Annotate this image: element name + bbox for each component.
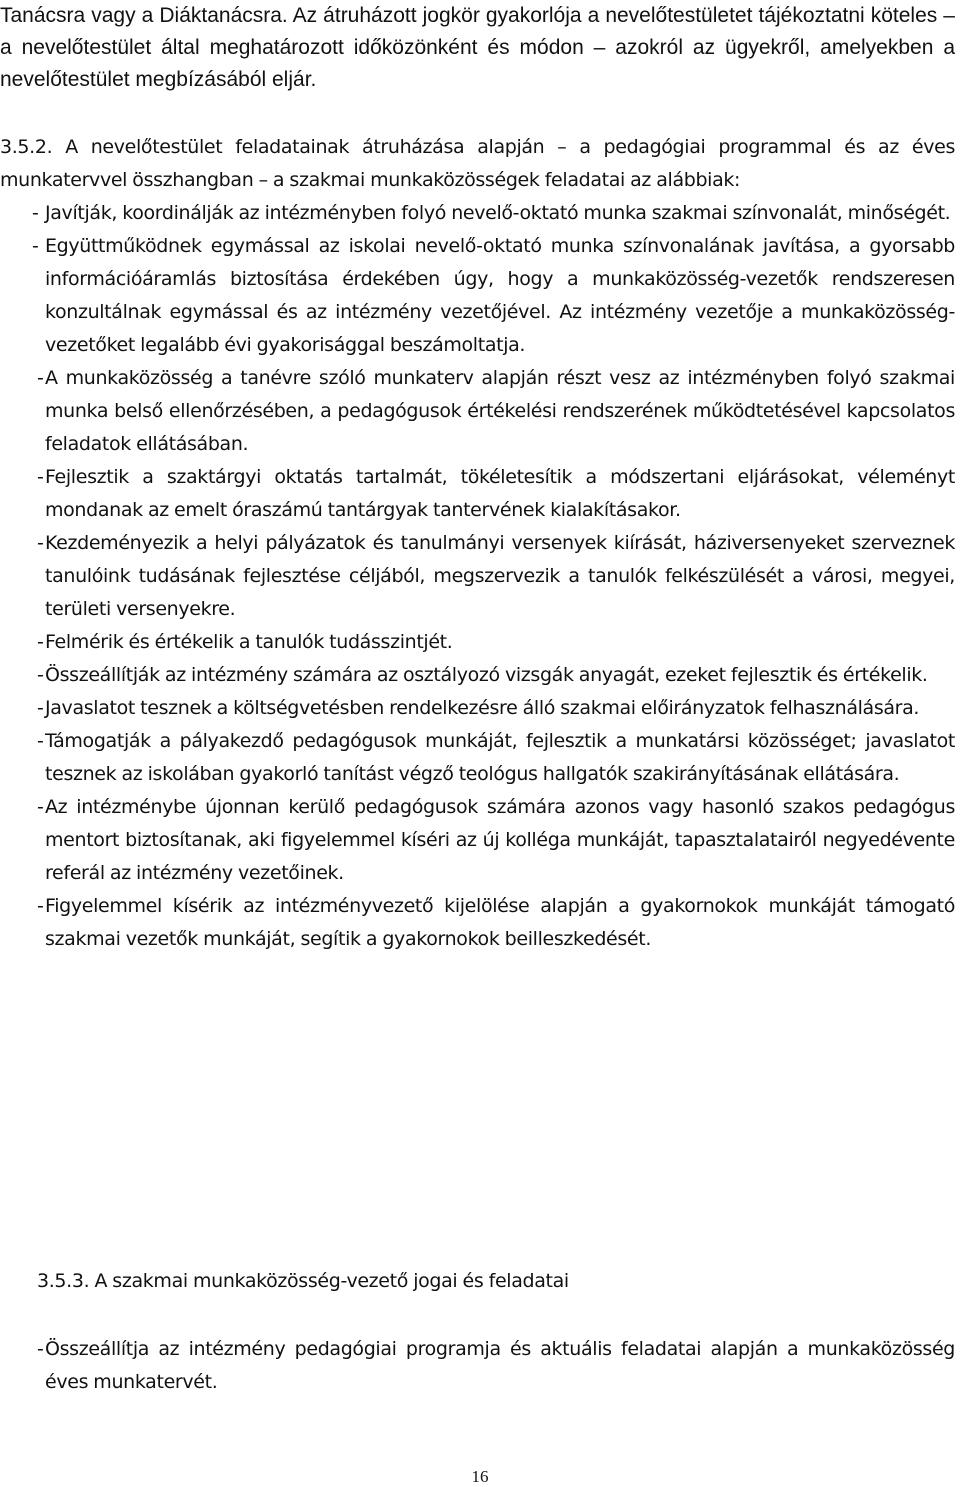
list-item-text: Támogatják a pályakezdő pedagógusok munkáját, fejlesztik a munkatársi közösséget; javaslatot tesznek az iskolában gyakorló tanítást végző teológus hallgatók szakirányításának ellátására. — [45, 730, 955, 785]
list-item — [0, 197, 955, 230]
list-item-text: Javítják, koordinálják az intézményben folyó nevelő-oktató munka szakmai színvonalát, minőségét. — [45, 202, 951, 224]
list-dash: - — [37, 367, 44, 389]
section-3-5-2-list — [0, 197, 955, 956]
list-item-text: Az intézménybe újonnan kerülő pedagógusok számára azonos vagy hasonló szakos pedagógus mentort biztosítanak, aki figyelemmel kíséri az új kolléga munkáját, tapasztalatairól negyedévente referál az intézmény vezetőinek. — [45, 796, 955, 884]
list-dash: - — [37, 895, 44, 917]
list-dash: - — [37, 697, 44, 719]
list-dash: - — [37, 532, 44, 554]
list-item — [0, 461, 955, 527]
list-item — [0, 1333, 955, 1399]
list-item-text: A munkaközösség a tanévre szóló munkaterv alapján részt vesz az intézményben folyó szakmai munka belső ellenőrzésében, a pedagógusok értékelési rendszerének működtetésével kapcsolatos feladatok ellátásában. — [45, 367, 955, 455]
list-dash: - — [37, 664, 44, 686]
list-dash: - — [37, 466, 44, 488]
list-dash: - — [32, 202, 39, 224]
list-item — [0, 230, 955, 362]
page-number: 16 — [471, 1467, 489, 1486]
list-dash: - — [37, 730, 44, 752]
list-dash: - — [32, 235, 39, 257]
list-item — [0, 527, 955, 626]
list-item-text: Javaslatot tesznek a költségvetésben rendelkezésre álló szakmai előirányzatok felhasználására. — [45, 697, 920, 719]
list-dash: - — [37, 796, 44, 818]
section-3-5-3-list — [0, 1333, 955, 1399]
list-item-text: Összeállítják az intézmény számára az osztályozó vizsgák anyagát, ezeket fejlesztik és értékelik. — [45, 664, 928, 686]
intro-text: Tanácsra vagy a Diáktanácsra. Az átruházott jogkör gyakorlója a nevelőtestületet tájékoztatni köteles – a nevelőtestület által meghatározott időközönként és módon – azokról az ügyekről, amelyekben a nevelőtestület megbízásából eljár. — [0, 4, 955, 91]
section-3-5-2-lead: 3.5.2. A nevelőtestület feladatainak átruházása alapján – a pedagógiai programmal és az éves munkatervvel összhangban – a szakmai munkaközösségek feladatai az alábbiak: — [0, 136, 955, 191]
list-item — [0, 692, 955, 725]
list-item-text: Fejlesztik a szaktárgyi oktatás tartalmát, tökéletesítik a módszertani eljárásokat, véleményt mondanak az emelt óraszámú tantárgyak tantervének kialakításakor. — [45, 466, 955, 521]
list-item — [0, 791, 955, 890]
list-item-text: Felmérik és értékelik a tanulók tudásszintjét. — [45, 631, 453, 653]
list-item — [0, 725, 955, 791]
list-item-text: Kezdeményezik a helyi pályázatok és tanulmányi versenyek kiírását, háziversenyeket szerveznek tanulóink tudásának fejlesztése céljából, megszervezik a tanulók felkészülését a városi, megyei, területi versenyekre. — [45, 532, 955, 620]
list-item — [0, 890, 955, 956]
list-item-text: Összeállítja az intézmény pedagógiai programja és aktuális feladatai alapján a munkaközösség éves munkatervét. — [45, 1338, 955, 1393]
section-3-5-3-heading: 3.5.3. A szakmai munkaközösség-vezető jogai és feladatai — [37, 1270, 569, 1292]
list-item-text: Együttműködnek egymással az iskolai nevelő-oktató munka színvonalának javítása, a gyorsabb információáramlás biztosítása érdekében úgy, hogy a munkaközösség-vezetők rendszeresen konzultálnak egymással és az intézmény vezetőjével. Az intézmény vezetője a munkaközösség-vezetőket legalább évi gyakorisággal beszámoltatja. — [45, 235, 955, 356]
list-item-text: Figyelemmel kísérik az intézményvezető kijelölése alapján a gyakornokok munkáját támogató szakmai vezetők munkáját, segítik a gyakornokok beilleszkedését. — [45, 895, 955, 950]
section-3-5-3 — [0, 1333, 955, 1399]
list-item — [0, 626, 955, 659]
section-3-5-2 — [0, 131, 955, 956]
list-item — [0, 362, 955, 461]
list-dash: - — [37, 631, 44, 653]
list-item — [0, 659, 955, 692]
list-dash: - — [37, 1338, 44, 1360]
intro-paragraph — [0, 0, 955, 96]
